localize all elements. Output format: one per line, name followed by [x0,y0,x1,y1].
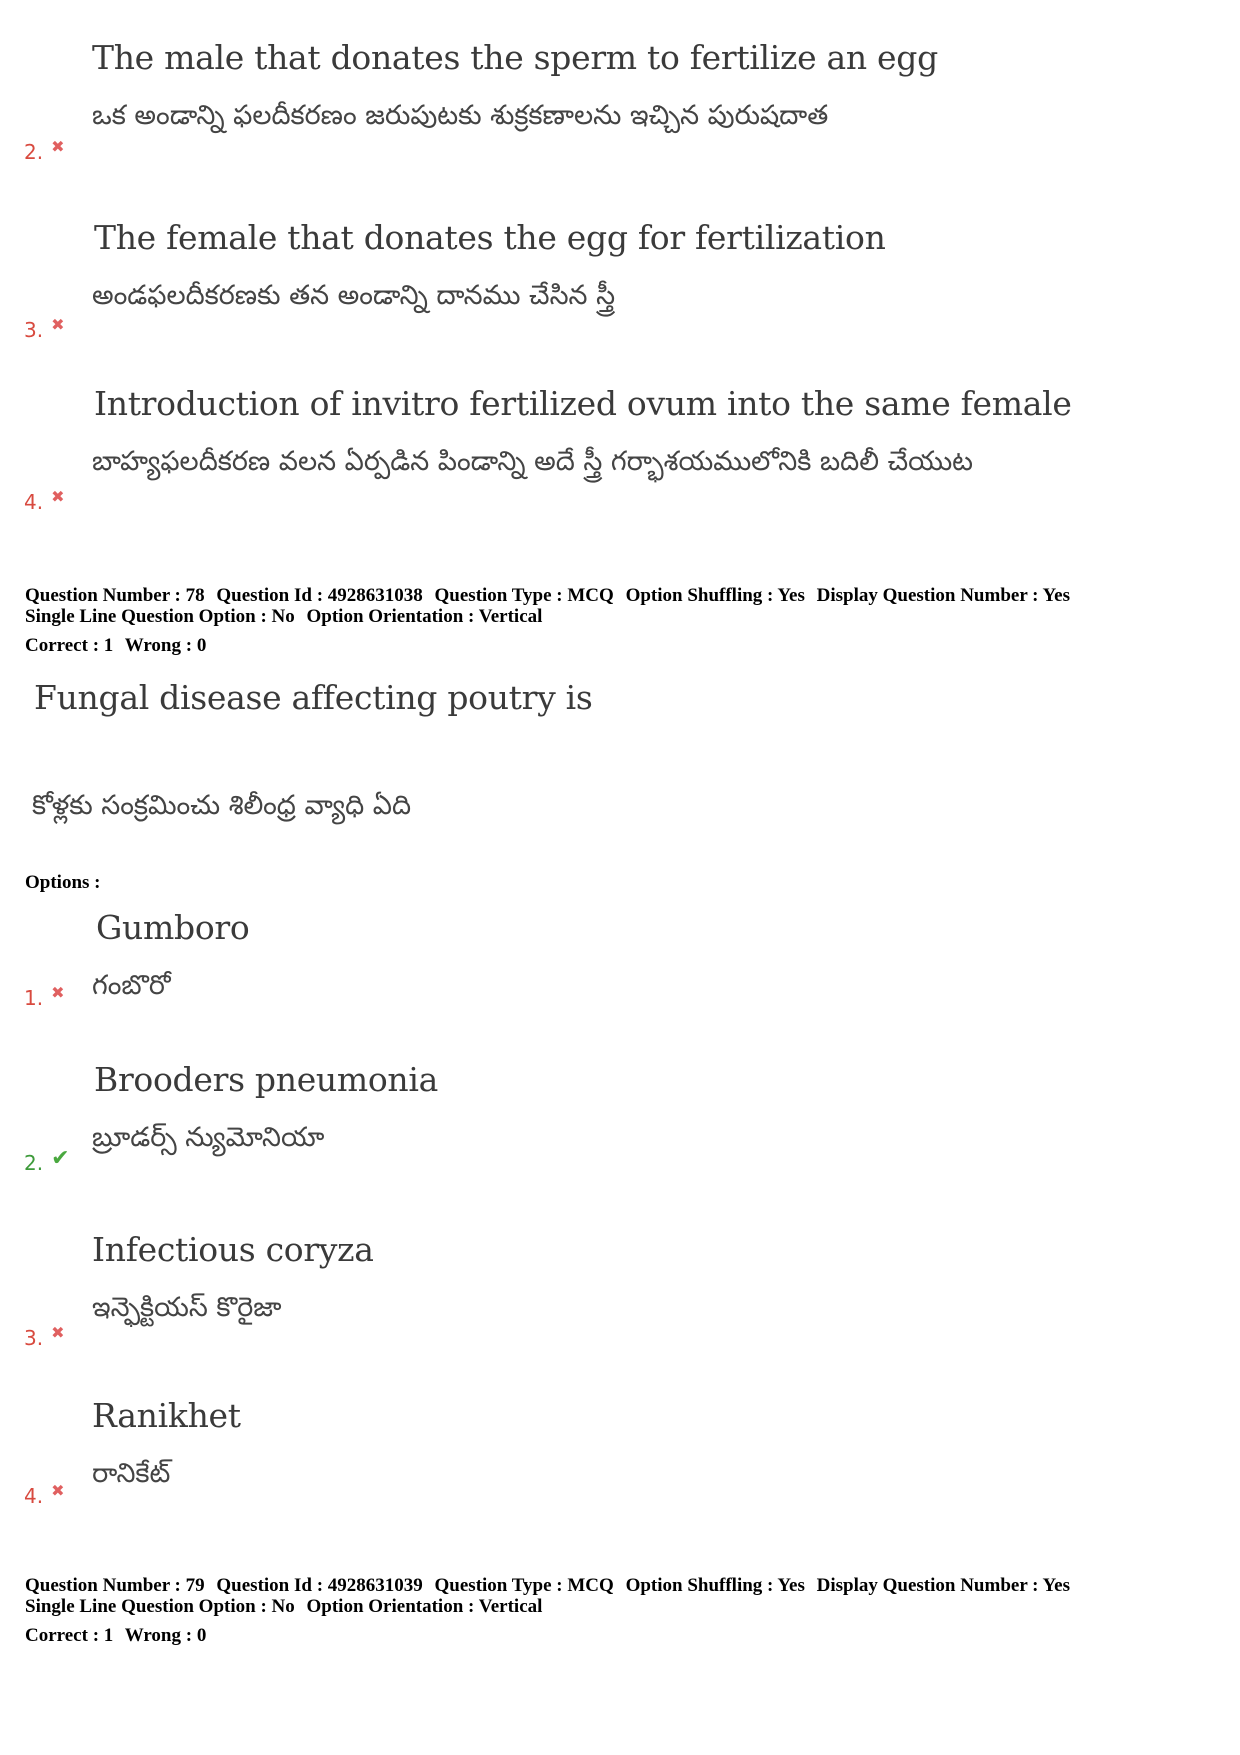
option-number: 3. [24,1326,44,1350]
cross-icon: ✖ [51,1322,65,1342]
meta-item: Question Type : MCQ [434,1575,614,1596]
meta-item: Option Shuffling : Yes [625,1575,805,1596]
option-english: Gumboro [96,908,250,947]
question-text-telugu: కోళ్లకు సంక్రమించు శిలీంధ్ర వ్యాధి ఏది [32,790,412,821]
meta-item: Question Type : MCQ [434,585,614,606]
option-number: 4. [24,490,44,514]
option-english: The female that donates the egg for fertilization [94,218,886,257]
option-telugu: రానికేట్ [92,1458,171,1489]
meta-item: Single Line Question Option : No [25,1596,295,1617]
meta-item: Question Id : 4928631038 [216,585,423,606]
question-meta-line1 [25,585,1077,606]
cross-icon: ✖ [51,486,65,506]
meta-item: Single Line Question Option : No [25,606,295,627]
meta-item: Option Shuffling : Yes [625,585,805,606]
option-marker [24,136,65,164]
meta-item: Option Orientation : Vertical [306,1596,543,1617]
option-marker [24,486,65,514]
meta-item: Correct : 1 [25,635,114,656]
check-icon: ✔ [51,1146,70,1171]
option-telugu: బ్రూడర్స్ న్యుమోనియా [92,1122,325,1153]
meta-item: Wrong : 0 [124,1625,207,1646]
cross-icon: ✖ [51,314,65,334]
option-telugu: బాహ్యఫలదీకరణ వలన ఏర్పడిన పిండాన్ని అదే స్త్రీ గర్భాశయములోనికి బదిలీ చేయుట [92,446,974,477]
meta-item: Question Id : 4928631039 [216,1575,423,1596]
option-marker [24,1480,65,1508]
cross-icon: ✖ [51,136,65,156]
meta-item: Display Question Number : Yes [816,585,1070,606]
meta-item: Question Number : 78 [25,585,205,606]
option-number: 4. [24,1484,44,1508]
question-meta-line3 [25,1625,213,1646]
meta-item: Correct : 1 [25,1625,114,1646]
option-telugu: అండఫలదీకరణకు తన అండాన్ని దానము చేసిన స్త్రీ [92,280,616,311]
option-number: 3. [24,318,44,342]
meta-item: Wrong : 0 [124,635,207,656]
question-meta-line2 [25,606,549,627]
option-english: Ranikhet [92,1396,241,1435]
option-telugu: గంబొరో [92,970,171,1001]
option-marker [24,1322,65,1350]
options-label: Options : [25,872,101,893]
option-marker [24,982,65,1010]
option-telugu: ఒక అండాన్ని ఫలదీకరణం జరుపుటకు శుక్రకణాలను ఇచ్చిన పురుషదాత [92,100,829,131]
question-text-english: Fungal disease affecting poutry is [34,678,593,717]
option-marker [24,314,65,342]
option-english: Infectious coryza [92,1230,374,1269]
option-number: 2. [24,1150,44,1175]
meta-item: Option Orientation : Vertical [306,606,543,627]
question-meta-line3 [25,635,213,656]
option-telugu: ఇన్ఫెక్టియస్ కొరైజా [92,1292,282,1323]
meta-item: Question Number : 79 [25,1575,205,1596]
meta-item: Display Question Number : Yes [816,1575,1070,1596]
cross-icon: ✖ [51,1480,65,1500]
option-english: Introduction of invitro fertilized ovum into the same female [94,384,1072,423]
question-meta-line1 [25,1575,1077,1596]
option-english: The male that donates the sperm to fertilize an egg [92,38,938,77]
question-meta-line2 [25,1596,549,1617]
cross-icon: ✖ [51,982,65,1002]
option-number: 2. [24,140,44,164]
option-english: Brooders pneumonia [94,1060,439,1099]
option-number: 1. [24,986,44,1010]
option-marker [24,1146,70,1175]
